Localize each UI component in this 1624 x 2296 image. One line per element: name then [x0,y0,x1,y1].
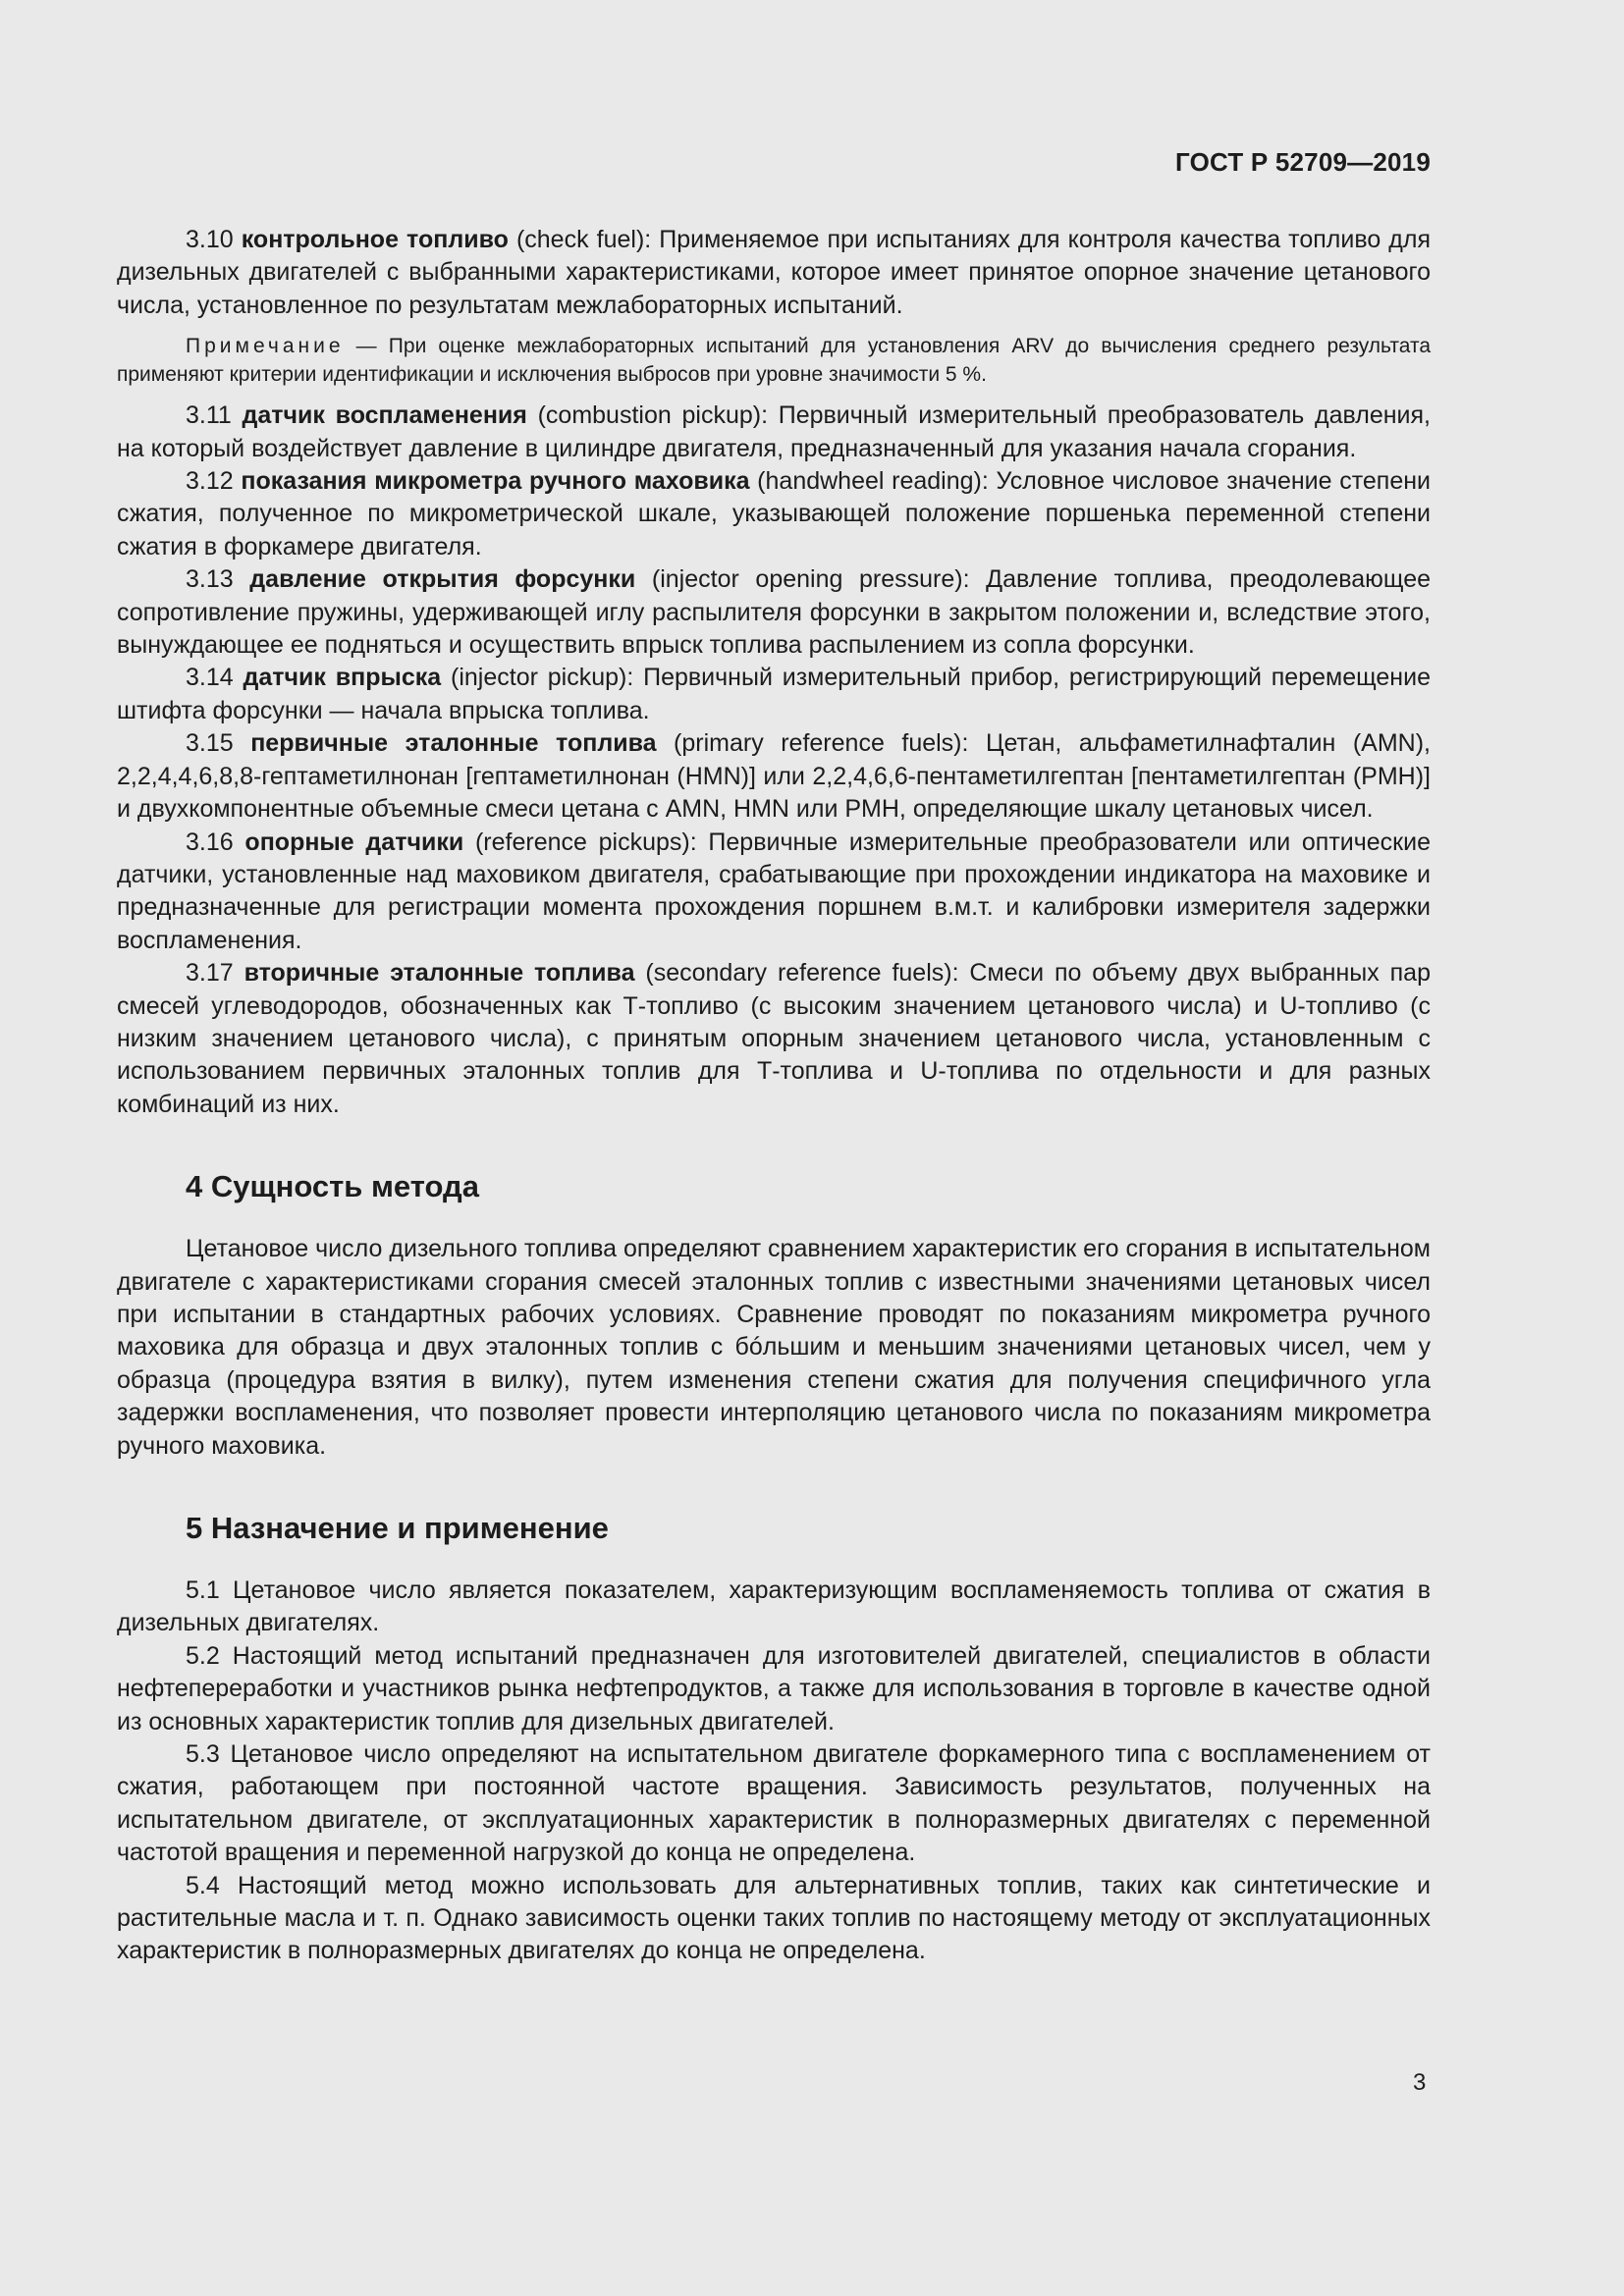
term-name: показания микрометра ручного маховика [241,467,750,496]
page-number: 3 [1413,2069,1427,2096]
page-content [117,224,1431,1968]
term-name: опорные датчики [244,828,464,856]
term-3-11: 3.11 датчик воспламенения (combustion pickup): Первичный измерительный преобразователь давления, на который воздействует давление в цилиндре двигателя, предназначенный для указания начала сгорания. [117,401,1431,462]
clause-5-3: 5.3 Цетановое число определяют на испытательном двигателе форкамерного типа с воспламенением от сжатия, работающем при постоянной частоте вращения. Зависимость результатов, полученных на испытательном двигателе, от эксплуатационных характеристик в полноразмерных двигателях с переменной частотой вращения и переменной нагрузкой до конца не определена. [117,1740,1431,1867]
clause-5-2: 5.2 Настоящий метод испытаний предназначен для изготовителей двигателей, специалистов в области нефтепереработки и участников рынка нефтепродуктов, а также для использования в торговле в качестве одной из основных характеристик топлив для дизельных двигателей. [117,1641,1431,1735]
section-4-text: Цетановое число дизельного топлива определяют сравнением характеристик его сгорания в испытательном двигателе с характеристиками сгорания смесей эталонных топлив с известными значениями цетановых чисел при испытании в стандартных рабочих условиях. Сравнение проводят по показаниям микрометра ручного маховика для образца и двух эталонных топлив с бóльшим и меньшим значениями цетановых чисел, чем у образца (процедура взятия в вилку), путем изменения степени сжатия для получения специфичного угла задержки воспламенения, что позволяет провести интерполяцию цетанового числа по показаниям микрометра ручного маховика. [117,1235,1431,1460]
term-name: давление открытия форсунки [249,565,636,594]
section-5-heading: 5 Назначение и применение [186,1511,609,1545]
term-3-12: 3.12 показания микрометра ручного маховика (handwheel reading): Условное числовое значение степени сжатия, полученное по микрометрической шкале, указывающей положение поршенька переменной степени сжатия в форкамере двигателя. [117,467,1431,561]
note-text: — При оценке межлабораторных испытаний для установления ARV до вычисления среднего результата применяют критерии идентификации и исключения выбросов при уровне значимости 5 %. [117,335,1431,387]
note [117,332,1431,389]
term-name: первичные эталонные топлива [250,729,657,758]
term-3-17: 3.17 вторичные эталонные топлива (secondary reference fuels): Смеси по объему двух выбранных пар смесей углеводородов, обозначенных как Т-топливо (с высоким значением цетанового числа) и U-топливо (с низким значением цетанового числа), с принятым опорным значением цетанового числа, установленным с использованием первичных эталонных топлив для Т-топлива и U-топлива по отдельности и для разных комбинаций из них. [117,959,1431,1118]
section-4-heading: 4 Сущность метода [186,1169,479,1204]
term-3-13: 3.13 давление открытия форсунки (injector opening pressure): Давление топлива, преодолевающее сопротивление пружины, удерживающей иглу распылителя форсунки в закрытом положении и, вследствие этого, вынуждающее ее подняться и осуществить впрыск топлива распылением из сопла форсунки. [117,565,1432,660]
term-3-14: 3.14 датчик впрыска (injector pickup): Первичный измерительный прибор, регистрирующий перемещение штифта форсунки — начала впрыска топлива. [117,664,1431,724]
term-3-10: 3.10 контрольное топливо (check fuel): Применяемое при испытаниях для контроля качества топливо для дизельных двигателей с выбранными характеристиками, которое имеет принятое опорное значение цетанового числа, установленное по результатам межлабораторных испытаний. [117,226,1431,319]
term-3-15: 3.15 первичные эталонные топлива (primary reference fuels): Цетан, альфаметилнафталин (AMN), 2,2,4,4,6,8,8-гептаметилнонан [гептаметилнонан (HMN)] или 2,2,4,6,6-пентаметилгептан [пентаметилгептан (PMH)] и двухкомпонентные объемные смеси цетана с AMN, HMN или PMH, определяющие шкалу цетановых чисел. [117,729,1431,824]
term-name: датчик впрыска [243,664,442,692]
note-label: Примечание [186,335,345,358]
term-3-16: 3.16 опорные датчики (reference pickups): Первичные измерительные преобразователи или оптические датчики, установленные над маховиком двигателя, срабатывающие при прохождении индикатора на маховике и предназначенные для регистрации момента прохождения поршнем в.м.т. и калибровки измерителя задержки воспламенения. [117,828,1431,954]
term-name: контрольное топливо [241,226,509,253]
term-name: датчик воспламенения [242,401,527,430]
term-name: вторичные эталонные топлива [244,959,635,988]
clause-5-1: 5.1 Цетановое число является показателем, характеризующим воспламеняемость топлива от сжатия в дизельных двигателях. [117,1576,1431,1637]
document-code: ГОСТ Р 52709—2019 [1175,147,1431,177]
clause-5-4: 5.4 Настоящий метод можно использовать для альтернативных топлив, таких как синтетические и растительные масла и т. п. Однако зависимость оценки таких топлив по настоящему методу от эксплуатационных характеристик в полноразмерных двигателях до конца не определена. [117,1871,1431,1965]
